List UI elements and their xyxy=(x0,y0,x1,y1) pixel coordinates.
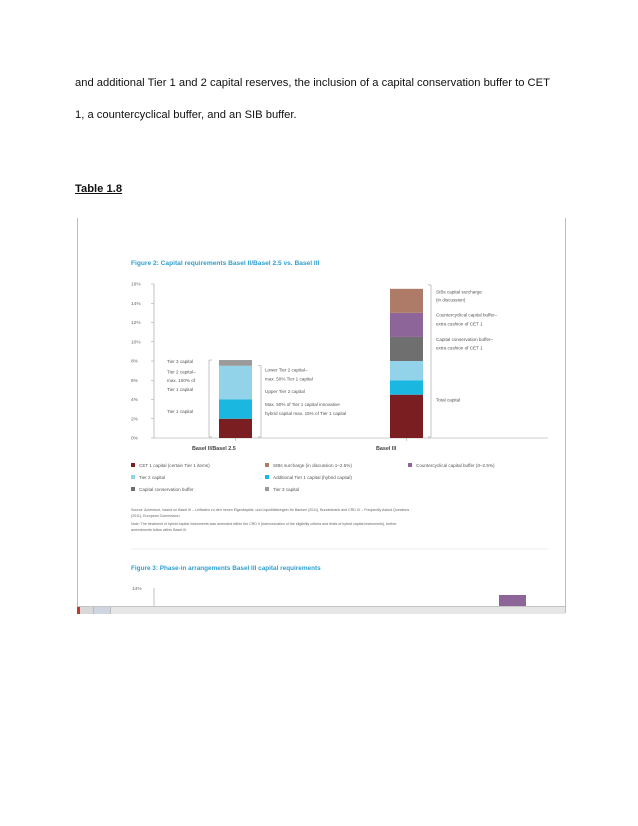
x-tick-label: Basel III xyxy=(376,446,397,452)
legend-swatch-tier2 xyxy=(131,475,135,479)
left-annotation: Tier 1 capital xyxy=(167,386,194,392)
bar-tier2 xyxy=(219,366,252,400)
basel3-right-annotation: Total capital xyxy=(436,397,461,403)
basel3-right-annotation: Capital conservation buffer– xyxy=(436,336,494,342)
right-bracket xyxy=(258,366,261,437)
legend-swatch-tier3 xyxy=(265,487,269,491)
legend-label: SIBs surcharge (in discussion 1–2.5%) xyxy=(273,463,352,468)
legend-label: Capital conservation buffer xyxy=(139,487,194,492)
basel2-right-annotation: hybrid capital max. 15% of Tier 1 capital xyxy=(265,410,347,416)
legend-label: Additional Tier 1 capital (hybrid capital) xyxy=(273,475,352,480)
left-annotation: Tier 2 capital– xyxy=(167,369,196,375)
legend-label: Countercyclical capital buffer (0–2.5%) xyxy=(416,463,495,468)
figure-2-chart xyxy=(78,218,565,613)
bar-tier3 xyxy=(219,360,252,366)
figure-2-title: Figure 2: Capital requirements Basel II/Basel 2.5 vs. Basel III xyxy=(131,260,320,267)
left-bracket xyxy=(209,360,212,437)
basel3-bracket xyxy=(428,285,431,437)
figure-3-y-label: 14% xyxy=(132,587,142,592)
viewer-marker xyxy=(77,607,80,614)
basel3-right-annotation: extra cushion of CET 1 xyxy=(436,321,483,327)
left-annotation: Tier 1 capital xyxy=(167,408,194,414)
body-paragraph-line1: and additional Tier 1 and 2 capital reserves, the inclusion of a capital conservation buffer to CET xyxy=(75,77,550,89)
bar-tier2 xyxy=(390,361,423,380)
legend-swatch-cet1 xyxy=(131,463,135,467)
legend-swatch-conservation_buffer xyxy=(131,487,135,491)
source-note-3: Note: The treatment of hybrid capital instruments was amended within the CRD II (harmonization of the eligibility criteria and limits of hybrid capital instruments), further xyxy=(131,522,397,526)
x-tick-label: Basel II/Basel 2.5 xyxy=(192,446,236,452)
legend-swatch-sibs_surcharge xyxy=(265,463,269,467)
y-tick-label: 14% xyxy=(131,301,141,307)
basel3-right-annotation: extra cushion of CET 1 xyxy=(436,345,483,351)
y-tick-label: 2% xyxy=(131,417,138,423)
y-tick-label: 10% xyxy=(131,340,141,346)
basel3-right-annotation: Countercyclical capital buffer– xyxy=(436,312,498,318)
source-note-2: (2011), European Commission. xyxy=(131,514,181,518)
basel2-right-annotation: max. 50% Tier 1 capital xyxy=(265,376,313,382)
left-annotation: Tier 3 capital xyxy=(167,358,194,364)
bar-cet1 xyxy=(219,419,252,438)
legend-swatch-countercyclical_buffer xyxy=(408,463,412,467)
legend-swatch-additional_tier1 xyxy=(265,475,269,479)
left-annotation: max. 100% of xyxy=(167,378,196,384)
basel2-right-annotation: Upper Tier 2 capital xyxy=(265,388,305,394)
legend-label: CET 1 capital (certain Tier 1 items) xyxy=(139,463,210,468)
basel2-right-annotation: Lower Tier 2 capital– xyxy=(265,367,308,373)
source-note-1: Source: Accenture, based on Basel III – Leitfaden zu den neuen Eigenkapital- und Liquiditätsregeln für Banken (2011), Bundesbank and CRD IV – Frequently Asked Questions xyxy=(131,508,410,512)
figure-3-title: Figure 3: Phase-in arrangements Basel III capital requirements xyxy=(131,565,321,572)
y-tick-label: 4% xyxy=(131,398,138,404)
figure-screenshot xyxy=(77,218,566,613)
bar-conservation_buffer xyxy=(390,337,423,361)
y-tick-label: 0% xyxy=(131,436,138,442)
bar-cet1 xyxy=(390,395,423,438)
basel3-right-annotation: (in discussion) xyxy=(436,297,466,303)
bar-additional_tier1 xyxy=(390,380,423,394)
table-label: Table 1.8 xyxy=(75,183,123,195)
viewer-bottom-bar xyxy=(77,606,565,614)
viewer-tab-2[interactable] xyxy=(94,607,111,614)
legend-label: Tier 2 capital xyxy=(139,475,166,480)
y-tick-label: 8% xyxy=(131,359,138,365)
body-paragraph-line2: 1, a countercyclical buffer, and an SIB buffer. xyxy=(75,109,297,121)
source-note-4: amendments follow within Basel III. xyxy=(131,528,188,532)
basel3-right-annotation: SIBs capital surcharge xyxy=(436,289,482,295)
y-tick-label: 12% xyxy=(131,321,141,327)
bar-countercyclical_buffer xyxy=(390,313,423,337)
legend-label: Tier 3 capital xyxy=(273,487,300,492)
basel2-right-annotation: Max. 50% of Tier 1 capital innovative xyxy=(265,402,340,408)
bar-sibs_surcharge xyxy=(390,289,423,313)
y-tick-label: 6% xyxy=(131,378,138,384)
y-tick-label: 16% xyxy=(131,282,141,288)
bar-additional_tier1 xyxy=(219,400,252,419)
